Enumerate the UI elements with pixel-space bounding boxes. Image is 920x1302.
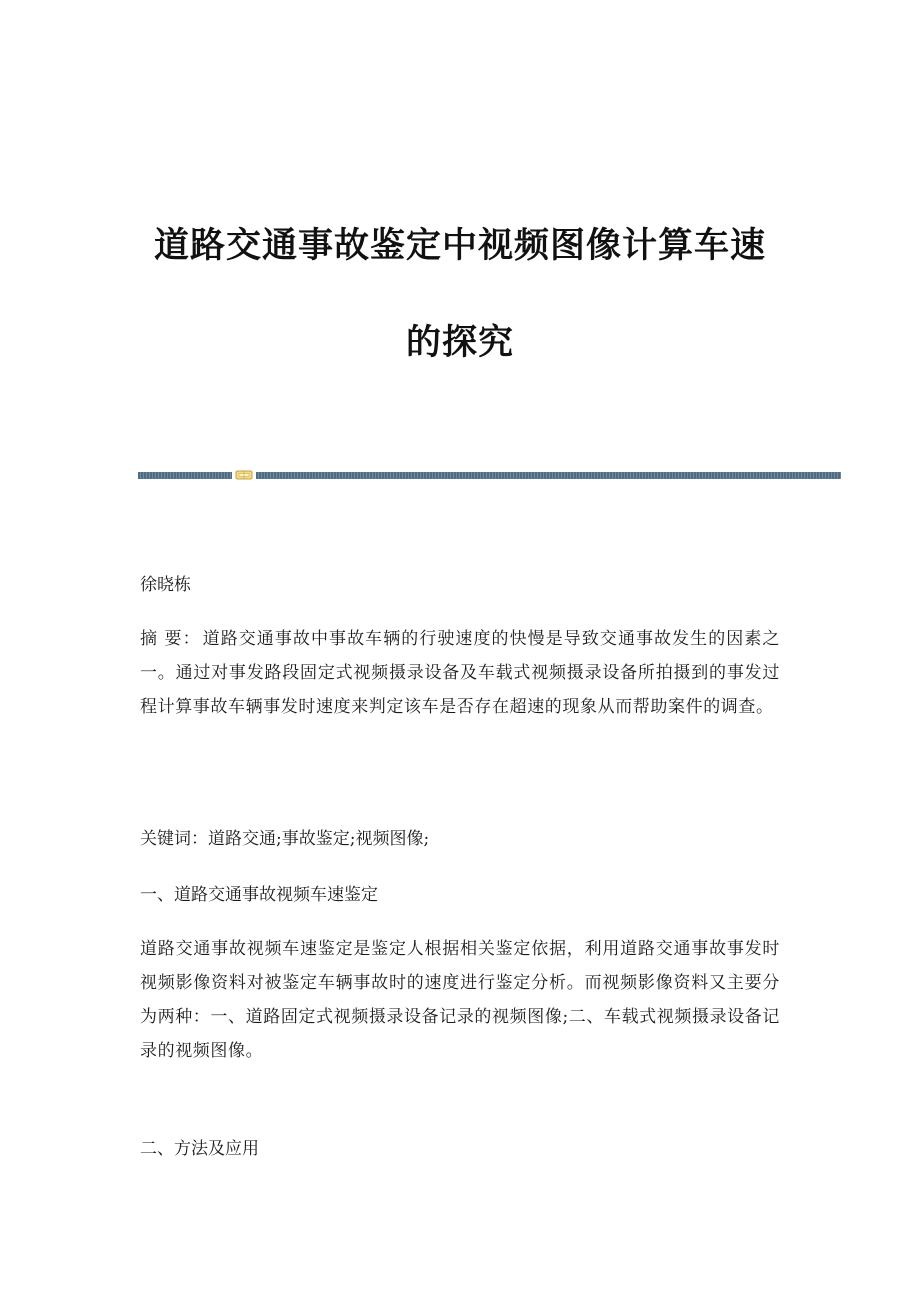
abstract-text: 道路交通事故中事故车辆的行驶速度的快慢是导致交通事故发生的因素之一。通过对事发路段固定式视频摄录设备及车载式视频摄录设备所拍摄到的事发过程计算事故车辆事发时速度来判定该车是否存在超速的现象从而帮助案件的调查。 (140, 629, 780, 717)
divider-bar-left (138, 472, 232, 479)
divider-ornament-icon (235, 468, 253, 482)
divider-bar-right (256, 472, 841, 479)
abstract-label: 摘 要： (140, 629, 201, 649)
author-name: 徐晓栋 (140, 575, 191, 595)
section-1-paragraph: 道路交通事故视频车速鉴定是鉴定人根据相关鉴定依据，利用道路交通事故事发时视频影像资料对被鉴定车辆事故时的速度进行鉴定分析。而视频影像资料又主要分为两种：一、道路固定式视频摄录设备记录的视频图像;二、车载式视频摄录设备记录的视频图像。 (140, 939, 780, 1061)
abstract-paragraph (140, 622, 780, 724)
document-title-line-2: 的探究 (405, 322, 514, 363)
title-divider (138, 468, 841, 482)
keywords-line: 关键词：道路交通;事故鉴定;视频图像; (140, 829, 430, 849)
document-title-line-1: 道路交通事故鉴定中视频图像计算车速 (153, 225, 766, 266)
section-1-heading: 一、道路交通事故视频车速鉴定 (140, 885, 378, 905)
section-2-heading: 二、方法及应用 (140, 1139, 259, 1159)
